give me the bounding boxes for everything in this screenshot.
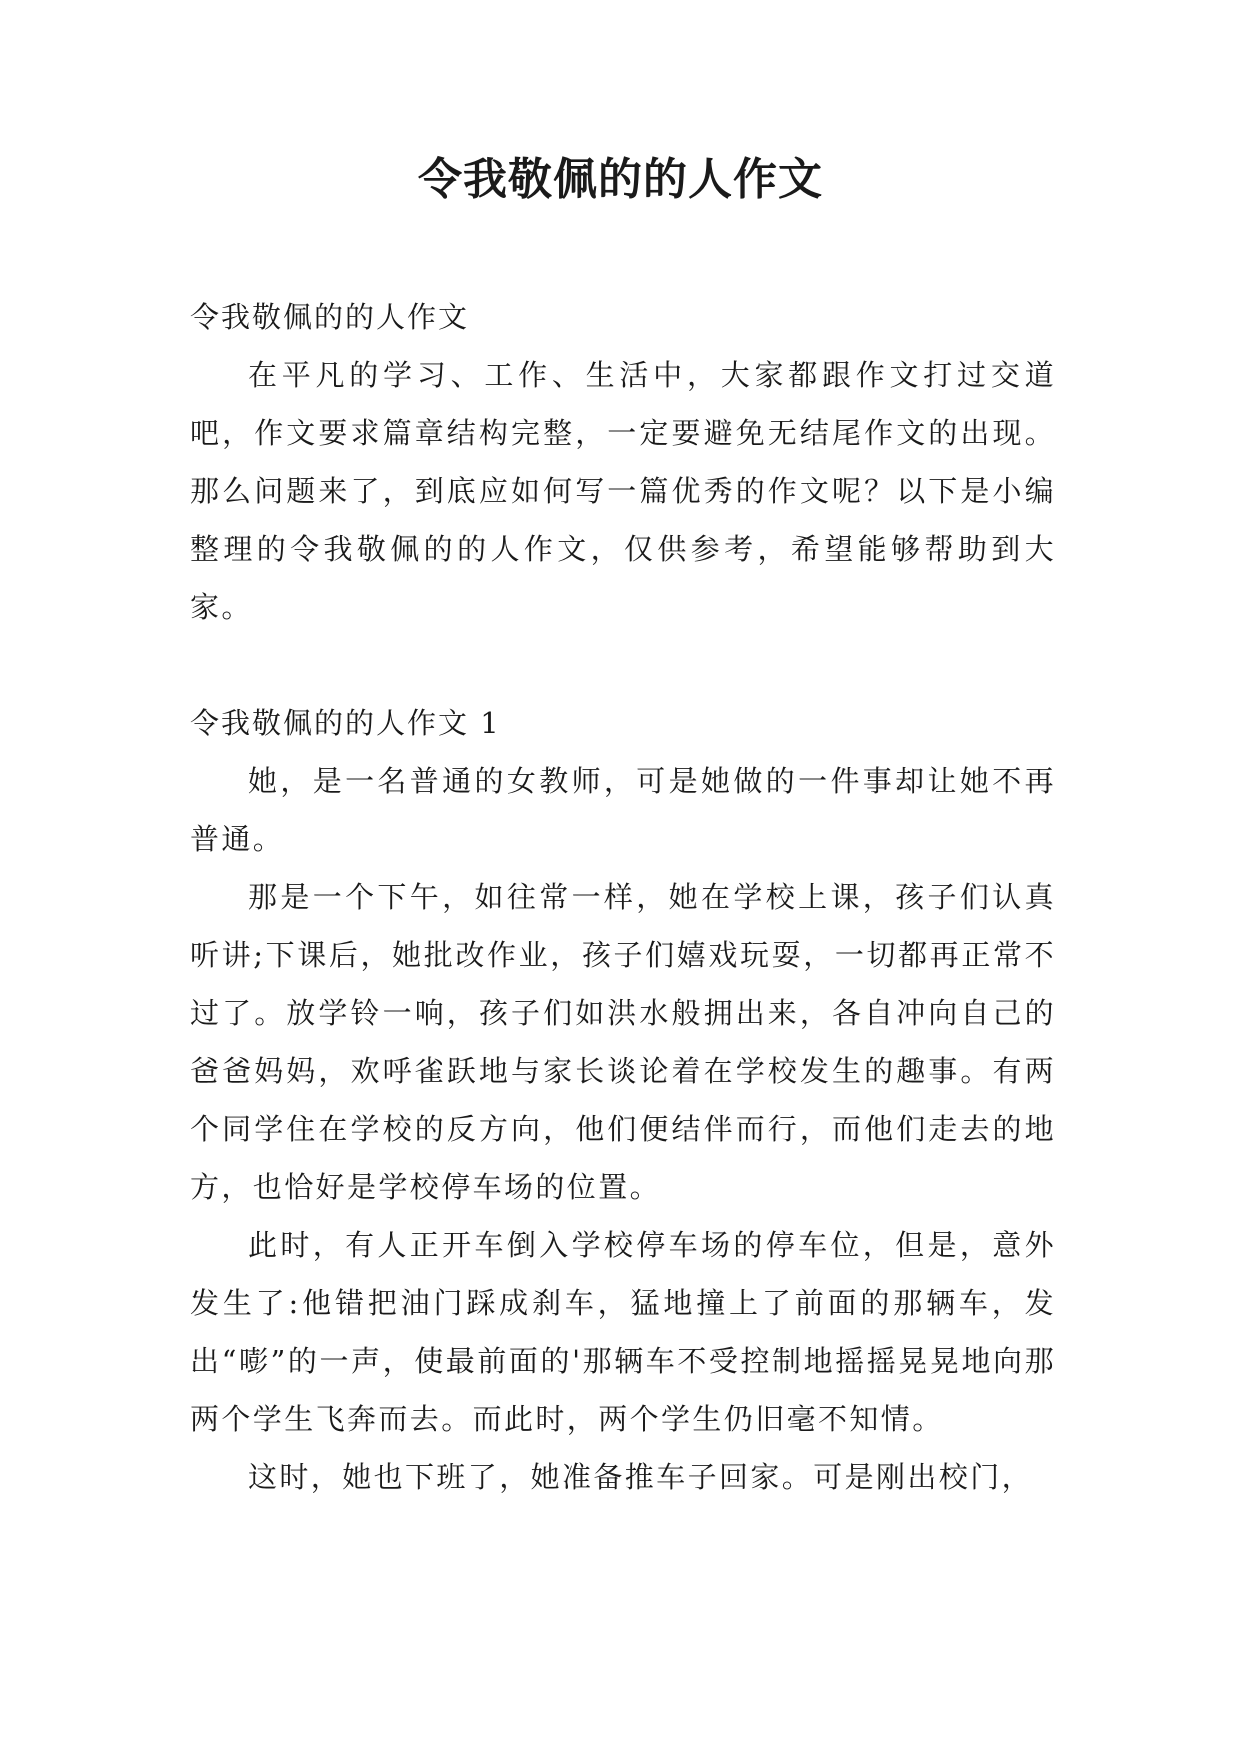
intro-heading: 令我敬佩的的人作文 bbox=[190, 300, 470, 334]
document-body bbox=[190, 288, 1056, 1506]
body-paragraph: 这时，她也下班了，她准备推车子回家。可是刚出校门， bbox=[248, 1460, 1034, 1494]
intro-paragraph: 在平凡的学习、工作、生活中，大家都跟作文打过交道吧，作文要求篇章结构完整，一定要避免无结尾作文的出现。那么问题来了，到底应如何写一篇优秀的作文呢？以下是小编整理的令我敬佩的的人作文，仅供参考，希望能够帮助到大家。 bbox=[190, 358, 1056, 624]
section-heading: 令我敬佩的的人作文 1 bbox=[190, 706, 501, 740]
document-title: 令我敬佩的的人作文 bbox=[418, 154, 823, 205]
body-paragraph: 她，是一名普通的女教师，可是她做的一件事却让她不再普通。 bbox=[190, 764, 1056, 856]
section-spacer bbox=[190, 636, 1056, 694]
body-paragraph: 此时，有人正开车倒入学校停车场的停车位，但是，意外发生了:他错把油门踩成刹车，猛地撞上了前面的那辆车，发出“嘭”的一声，使最前面的'那辆车不受控制地摇摇晃晃地向那两个学生飞奔而去。而此时，两个学生仍旧毫不知情。 bbox=[190, 1228, 1056, 1436]
body-paragraph: 那是一个下午，如往常一样，她在学校上课，孩子们认真听讲;下课后，她批改作业，孩子们嬉戏玩耍，一切都再正常不过了。放学铃一响，孩子们如洪水般拥出来，各自冲向自己的爸爸妈妈，欢呼雀跃地与家长谈论着在学校发生的趣事。有两个同学住在学校的反方向，他们便结伴而行，而他们走去的地方，也恰好是学校停车场的位置。 bbox=[190, 880, 1056, 1204]
